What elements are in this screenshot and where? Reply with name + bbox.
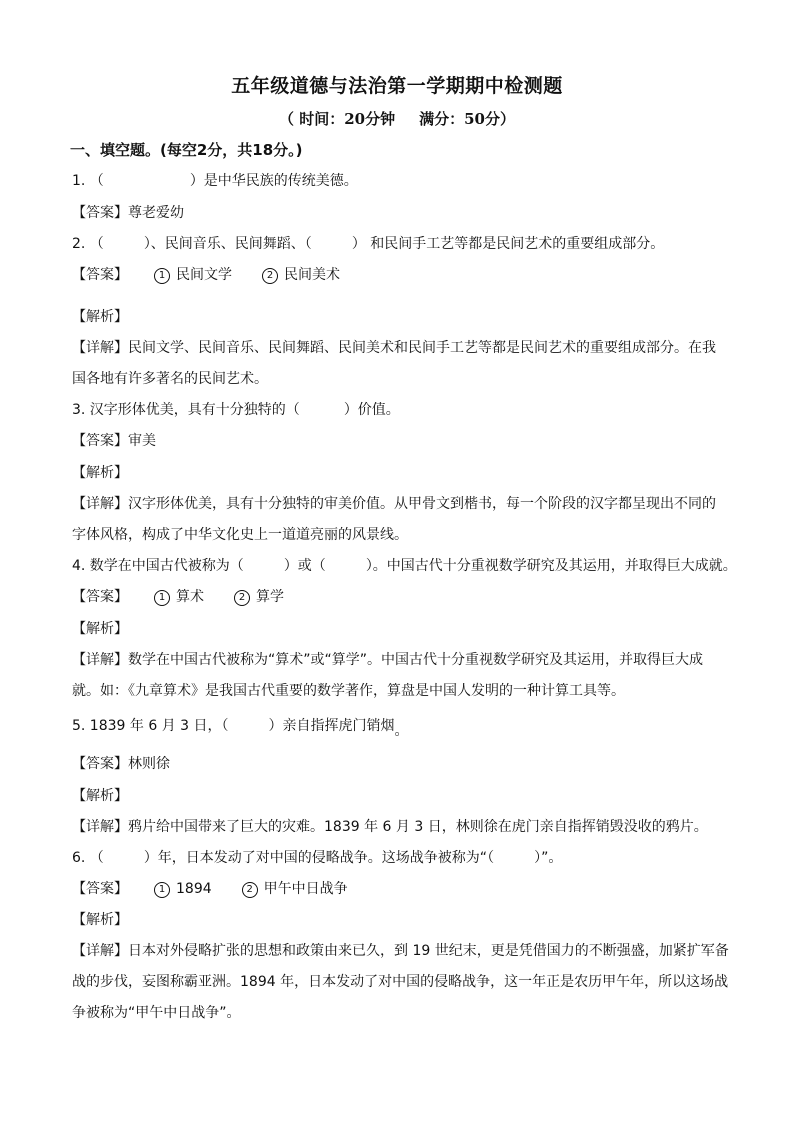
detail-label: 【详解】 <box>72 652 128 668</box>
answer-option-2 <box>234 587 284 607</box>
q4-detail-2: 就。如：《九章算术》是我国古代重要的数学著作，算盘是中国人发明的一种计算工具等。 <box>72 683 625 699</box>
q6-answer <box>72 879 348 899</box>
q2-text-pre: 2. （ <box>72 236 104 252</box>
answer-option-1 <box>154 587 204 607</box>
q6-analysis-label: 【解析】 <box>72 912 128 928</box>
q2-analysis-label: 【解析】 <box>72 309 128 325</box>
detail-label: 【详解】 <box>72 496 128 512</box>
answer-option-2 <box>262 265 340 285</box>
q4-text-pre: 4. 数学在中国古代被称为（ <box>72 558 244 574</box>
circled-number: 1 <box>154 590 170 606</box>
circled-number: 1 <box>154 268 170 284</box>
q5-text-pre: 5. 1839 年 6 月 3 日，（ <box>72 718 229 734</box>
answer-label: 【答案】 <box>72 433 128 449</box>
answer-option-1 <box>154 879 212 899</box>
section-heading: 一、填空题。(每空2分，共18分。) <box>70 141 303 159</box>
answer-value: 算学 <box>256 589 284 605</box>
q5-detail-1 <box>72 817 708 837</box>
answer-option-1 <box>154 265 232 285</box>
q6-detail-2: 战的步伐，妄图称霸亚洲。1894 年，日本发动了对中国的侵略战争，这一年正是农历甲午年，所以这场战 <box>72 974 729 990</box>
detail-text: 汉字形体优美，具有十分独特的审美价值。从甲骨文到楷书，每一个阶段的汉字都呈现出不同的 <box>128 496 716 512</box>
q6-text-mid: ）年，日本发动了对中国的侵略战争。这场战争被称为“（ <box>143 850 495 866</box>
q2-text-mid: ）、民间音乐、民间舞蹈、（ <box>143 236 312 252</box>
circled-number: 2 <box>234 590 250 606</box>
q2-detail-1 <box>72 338 716 358</box>
detail-label: 【详解】 <box>72 819 128 835</box>
question-4 <box>72 556 737 576</box>
answer-label: 【答案】 <box>72 881 128 897</box>
detail-text: 民间文学、民间音乐、民间舞蹈、民间美术和民间手工艺等都是民间艺术的重要组成部分。在我 <box>128 340 716 356</box>
exam-score: 满分：50分） <box>419 110 515 128</box>
circled-number: 2 <box>242 882 258 898</box>
q5-text-tail: 。 <box>394 723 409 739</box>
q3-answer <box>72 431 156 451</box>
q6-text-pre: 6. （ <box>72 850 104 866</box>
q5-answer <box>72 754 170 774</box>
q6-detail-1 <box>72 941 729 961</box>
page-title: 五年级道德与法治第一学期期中检测题 <box>231 75 563 97</box>
q4-text-mid: ）或（ <box>283 558 326 574</box>
answer-value: 审美 <box>128 433 156 449</box>
answer-value: 算术 <box>176 589 204 605</box>
question-2 <box>72 234 664 254</box>
detail-label: 【详解】 <box>72 943 128 959</box>
answer-option-2 <box>242 879 348 899</box>
answer-label: 【答案】 <box>72 589 128 605</box>
answer-label: 【答案】 <box>72 267 128 283</box>
q3-text-post: ）价值。 <box>343 402 400 418</box>
q4-detail-1 <box>72 650 703 670</box>
q2-text-post: ） 和民间手工艺等都是民间艺术的重要组成部分。 <box>351 236 665 252</box>
exam-info <box>0 108 794 129</box>
question-1 <box>72 171 358 191</box>
answer-value: 尊老爱幼 <box>128 205 184 221</box>
question-5 <box>72 716 409 739</box>
q2-answer <box>72 265 340 285</box>
q4-answer <box>72 587 284 607</box>
q6-text-post: ）”。 <box>534 850 563 866</box>
answer-value: 甲午中日战争 <box>263 881 348 897</box>
q1-answer <box>72 203 184 223</box>
q2-detail-2: 国各地有许多著名的民间艺术。 <box>72 371 268 387</box>
q1-text-post: ）是中华民族的传统美德。 <box>189 173 358 189</box>
answer-value: 1894 <box>176 881 212 897</box>
answer-label: 【答案】 <box>72 205 128 221</box>
circled-number: 2 <box>262 268 278 284</box>
q3-text-pre: 3. 汉字形体优美，具有十分独特的（ <box>72 402 300 418</box>
q4-text-post: ）。中国古代十分重视数学研究及其运用，并取得巨大成就。 <box>365 558 737 574</box>
q3-analysis-label: 【解析】 <box>72 465 128 481</box>
detail-text: 鸦片给中国带来了巨大的灾难。1839 年 6 月 3 日，林则徐在虎门亲自指挥销毁没收的鸦片。 <box>128 819 708 835</box>
question-6 <box>72 848 562 868</box>
q4-analysis-label: 【解析】 <box>72 621 128 637</box>
q5-text-post: ）亲自指挥虎门销烟 <box>268 718 395 734</box>
answer-value: 林则徐 <box>128 756 170 772</box>
question-3 <box>72 400 400 420</box>
answer-value: 民间文学 <box>176 267 232 283</box>
detail-text: 数学在中国古代被称为“算术”或“算学”。中国古代十分重视数学研究及其运用，并取得巨大成 <box>128 652 704 668</box>
q1-text-pre: 1. （ <box>72 173 104 189</box>
exam-time: （ 时间：20分钟 <box>279 110 396 128</box>
q3-detail-1 <box>72 494 716 514</box>
answer-label: 【答案】 <box>72 756 128 772</box>
q6-detail-3: 争被称为“甲午中日战争”。 <box>72 1005 241 1021</box>
circled-number: 1 <box>154 882 170 898</box>
q3-detail-2: 字体风格，构成了中华文化史上一道道亮丽的风景线。 <box>72 527 408 543</box>
detail-label: 【详解】 <box>72 340 128 356</box>
q5-analysis-label: 【解析】 <box>72 788 128 804</box>
answer-value: 民间美术 <box>284 267 340 283</box>
detail-text: 日本对外侵略扩张的思想和政策由来已久，到 19 世纪末，更是凭借国力的不断强盛，加紧扩军备 <box>128 943 729 959</box>
